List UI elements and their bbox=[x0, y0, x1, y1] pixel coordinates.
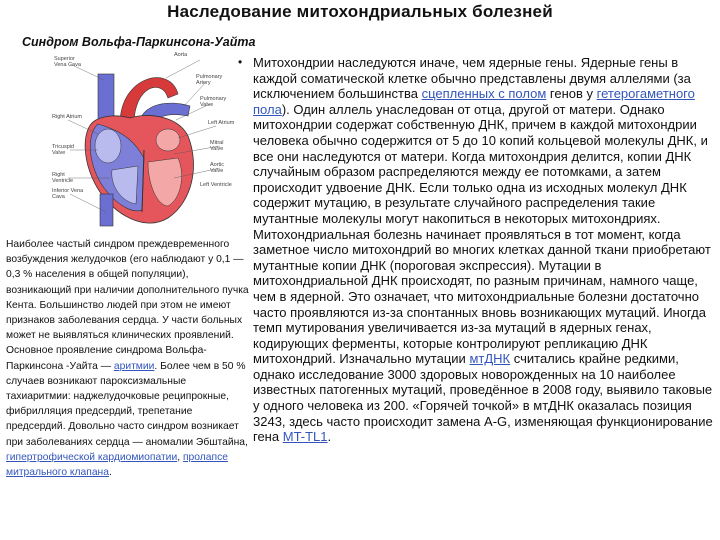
link-mt-tl1[interactable]: MT-TL1 bbox=[282, 429, 328, 445]
link-sex-linked[interactable]: сцепленных с полом bbox=[421, 86, 547, 102]
bullet-marker: • bbox=[238, 55, 243, 69]
label-right-ventricle: Right Ventricle bbox=[52, 172, 74, 184]
mito-text-part-4: считались крайне редкими, однако исследование 3000 здоровых новорожденных на 10 наиболее известных патогенных мутаций, проведённое в 2008 году, выявило таковые у одного человека из 200. «Горячей точкой» в мтДНК оказалась позиция 3243, здесь часто происходит замена A-G, изменяющая функционирование гена bbox=[253, 351, 713, 445]
wpw-text-part-2: . Более чем в 50 % случаев возникают пароксизмальные тахиаритмии: наджелудочковые реципрокные, фибрилляция предсердий, трепетание предсердий. Довольно часто синдром возникает при заболеваниях сердца — аномалии Эбштайна, bbox=[6, 360, 248, 448]
label-left-ventricle: Left Ventricle bbox=[200, 182, 232, 188]
section-subtitle: Синдром Вольфа-Паркинсона-Уайта bbox=[22, 35, 256, 49]
wpw-text-part-3: , bbox=[177, 451, 181, 463]
link-mtdna[interactable]: мтДНК bbox=[469, 351, 511, 367]
label-inferior-vena-cava: Inferior Vena Cava bbox=[52, 188, 84, 200]
label-aortic-valve: Aortic Valve bbox=[210, 162, 225, 174]
label-right-atrium: Right Atrium bbox=[52, 114, 82, 120]
label-tricuspid-valve: Tricuspid Valve bbox=[52, 144, 75, 156]
label-mitral-valve: Mitral Valve bbox=[210, 140, 224, 152]
link-hypertrophic-cardiomyopathy[interactable]: гипертрофической кардиомиопатии bbox=[6, 451, 178, 463]
heart-anatomy-diagram bbox=[50, 54, 236, 238]
label-aorta: Aorta bbox=[174, 52, 188, 58]
mito-text-part-3: ). Один аллель унаследован от отца, другой от матери. Однако митохондрии содержат собственную ДНК, причем в каждой митохондрии человека обычно содержится от 5 до 10 копий кольцевой молекулы ДНК, и все они наследуются от матери. Когда митохондрия делится, копии ДНК случайным образом распределяются между ее потомками, а затем происходит удвоение ДНК. Если только одна из исходных молекул ДНК содержит мутацию, в результате случайного распределения такие мутантные молекулы могут накопиться в некоторых митохондриях. Митохондриальная болезнь начинает проявляться в тот момент, когда заметное число митохондрий во многих клетках данной ткани приобретают мутантные копии ДНК (пороговая экспрессия). Мутации в митохондриальной ДНК происходят, по разным причинам, намного чаще, чем в ядерной. Это означает, что митохондриальные болезни достаточно часто проявляются из-за спонтанных вновь возникающих мутаций. Иногда темп мутирования увеличивается из-за мутаций в ядерных генах, кодирующих ферменты, которые контролируют репликацию ДНК митохондрий. Изначально мутации bbox=[253, 101, 711, 367]
wpw-description bbox=[6, 237, 250, 480]
page-title: Наследование митохондриальных болезней bbox=[167, 2, 553, 21]
label-left-atrium: Left Atrium bbox=[208, 120, 235, 126]
mito-text-part-2: генов у bbox=[549, 86, 594, 102]
wpw-text-part-1: Наиболее частый синдром преждевременного возбуждения желудочков (его наблюдают у 0,1 — 0,3 % населения в общей популяции), возникающий при наличии дополнительного пучка Кента. Большинство людей при этом не имеют признаков заболевания сердца. У части больных может не выявляться клинических проявлений. Основное проявление синдрома Вольфа-Паркинсона -Уайта — bbox=[6, 239, 249, 372]
label-superior-vena-cava: Superior Vena Cava bbox=[54, 56, 81, 68]
wpw-text-part-4: . bbox=[108, 467, 112, 479]
link-mitral-valve-prolapse[interactable]: пролапсе митрального клапана bbox=[6, 451, 228, 479]
mitochondrial-inheritance-text bbox=[253, 55, 715, 445]
mito-text-part-1: Митохондрии наследуются иначе, чем ядерные гены. Ядерные гены в каждой соматической клетке обычно представлены двумя аллелями (за исключением большинства bbox=[253, 55, 691, 102]
link-arrhythmia[interactable]: аритмии bbox=[113, 360, 155, 372]
link-heterogametic-sex[interactable]: гетерогаметного пола bbox=[253, 86, 695, 117]
mito-text-part-5: . bbox=[327, 429, 332, 445]
label-pulmonary-valve: Pulmonary Valve bbox=[200, 96, 227, 108]
label-pulmonary-artery: Pulmonary Artery bbox=[196, 74, 223, 86]
